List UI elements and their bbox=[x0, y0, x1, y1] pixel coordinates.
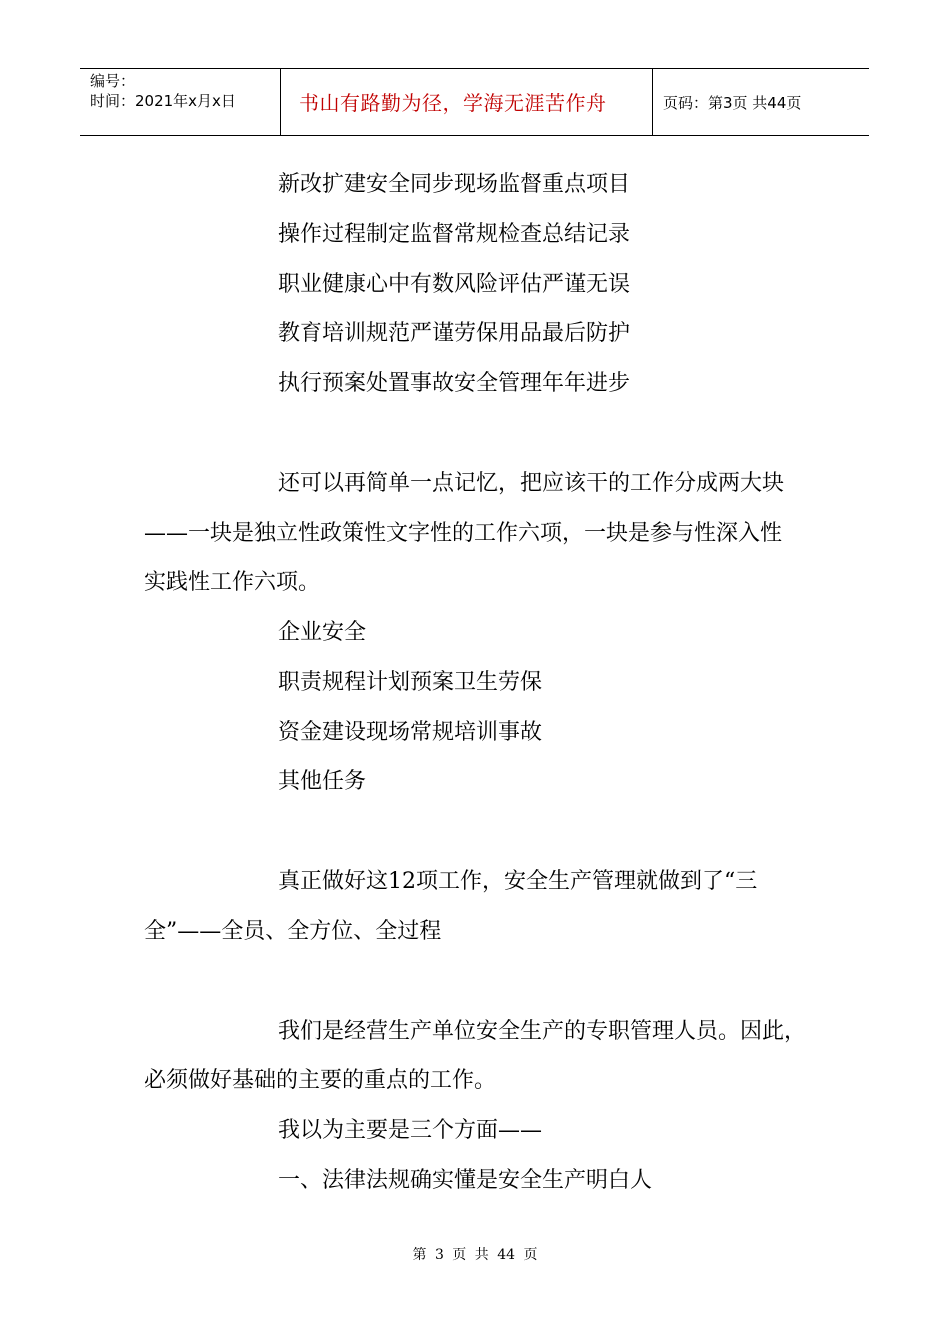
body-line: 还可以再简单一点记忆，把应该干的工作分成两大块 bbox=[278, 471, 785, 496]
document-number-label: 编号： bbox=[90, 72, 136, 90]
body-line: 新改扩建安全同步现场监督重点项目 bbox=[278, 172, 631, 197]
header-page-cell bbox=[653, 69, 869, 135]
body-line: 全”——全员、全方位、全过程 bbox=[144, 919, 442, 944]
body-line: 我们是经营生产单位安全生产的专职管理人员。因此， bbox=[278, 1019, 807, 1044]
section-heading: 一、法律法规确实懂是安全生产明白人 bbox=[278, 1168, 653, 1193]
body-line: 执行预案处置事故安全管理年年进步 bbox=[278, 371, 631, 396]
header-page-info: 页码：第3页 共44页 bbox=[663, 94, 802, 112]
body-line: 资金建设现场常规培训事故 bbox=[278, 720, 543, 745]
header-motto: 书山有路勤为径，学海无涯苦作舟 bbox=[299, 91, 607, 115]
body-line: 职业健康心中有数风险评估严谨无误 bbox=[278, 272, 631, 297]
body-line: 实践性工作六项。 bbox=[144, 570, 321, 595]
body-line: 企业安全 bbox=[278, 620, 367, 645]
document-date: 时间：2021年x月x日 bbox=[90, 92, 236, 110]
body-line: 职责规程计划预案卫生劳保 bbox=[278, 670, 543, 695]
body-line: 真正做好这12项工作，安全生产管理就做到了“三 bbox=[278, 869, 758, 894]
body-line: 操作过程制定监督常规检查总结记录 bbox=[278, 222, 631, 247]
body-line: 教育培训规范严谨劳保用品最后防护 bbox=[278, 321, 631, 346]
document-header bbox=[80, 68, 869, 136]
page-footer: 第 3 页 共 44 页 bbox=[412, 1247, 538, 1263]
body-line: 其他任务 bbox=[278, 769, 367, 794]
header-motto-cell bbox=[281, 69, 653, 135]
body-line: ——一块是独立性政策性文字性的工作六项，一块是参与性深入性 bbox=[144, 521, 783, 546]
body-line: 必须做好基础的主要的重点的工作。 bbox=[144, 1068, 497, 1093]
header-meta-cell bbox=[80, 69, 281, 135]
body-line: 我以为主要是三个方面—— bbox=[278, 1118, 543, 1143]
